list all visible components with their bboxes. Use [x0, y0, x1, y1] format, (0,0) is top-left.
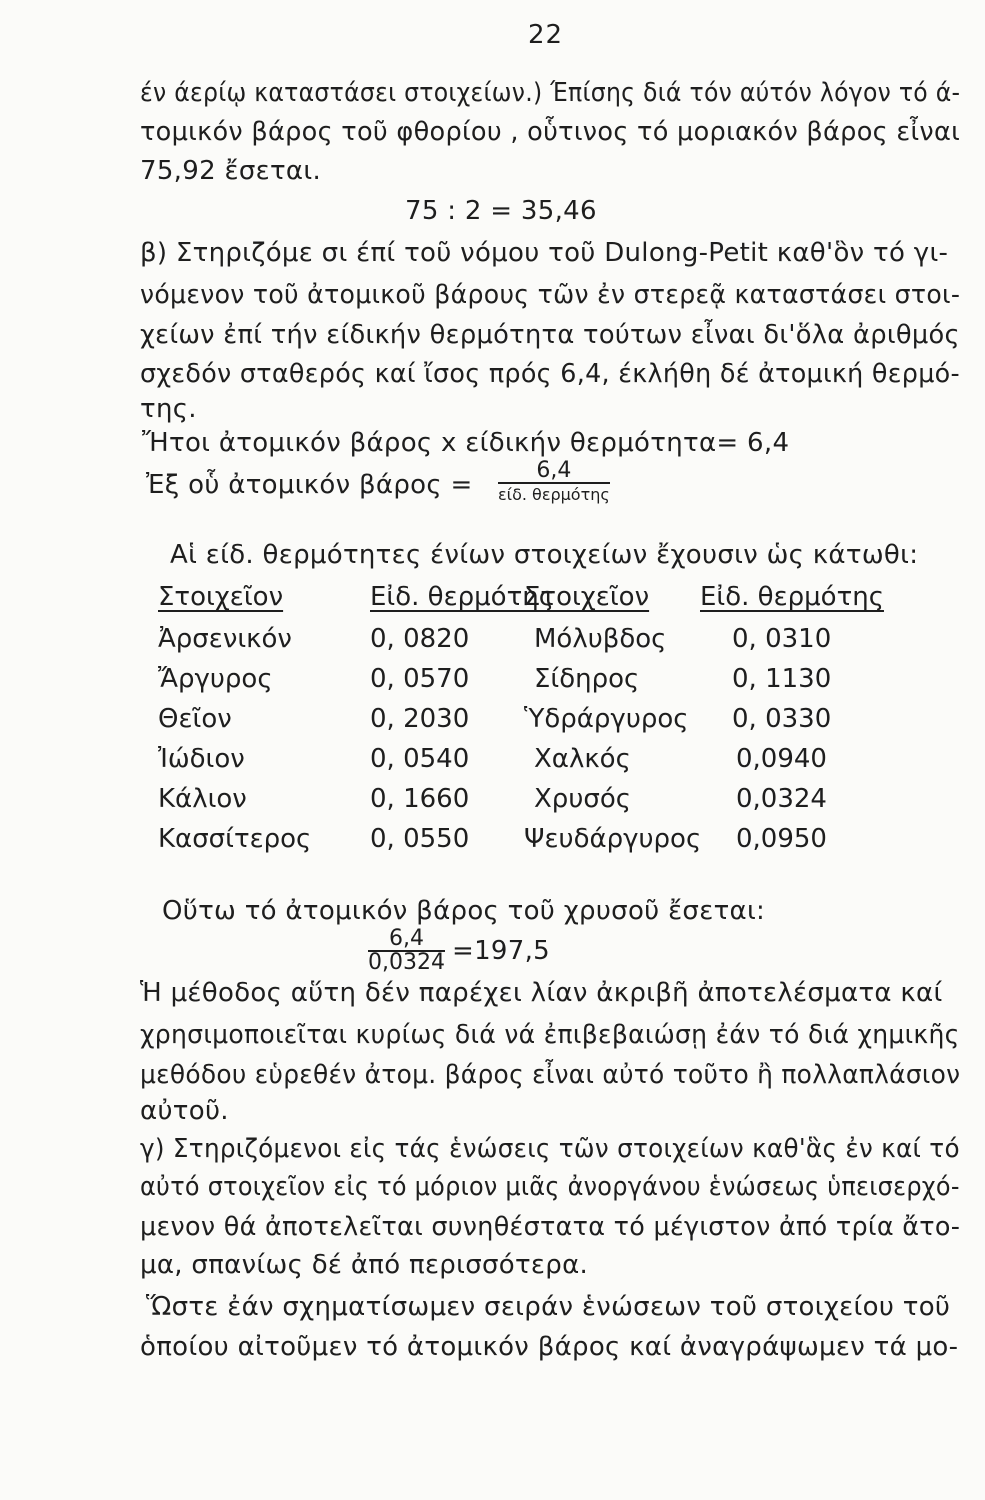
text-line: σχεδόν σταθερός καί ἴσος πρός 6,4, έκλήθη δέ ἀτομική θερμό-	[140, 359, 960, 389]
equation-line: 75 : 2 = 35,46	[405, 196, 597, 226]
text-line: χείων ἐπί τήν είδικήν θερμότητα τούτων εἶναι δι'ὅλα ἀριθμός	[140, 320, 960, 350]
table-header: Εἰδ. θερμότης	[700, 582, 884, 612]
page-number: 22	[528, 20, 564, 50]
fraction	[368, 928, 445, 974]
table-cell: Σίδηρος	[534, 664, 640, 694]
table-cell: Χρυσός	[534, 784, 632, 814]
text-line: β) Στηριζόμε σι έπί τοῦ νόμου τοῦ Dulong-Petit καθ'ὃν τό γι-	[140, 238, 949, 268]
text-line: μενον θά ἀποτελεῖται συνηθέστατα τό μέγιστον ἀπό τρία ἄτο-	[140, 1212, 961, 1242]
text-line: μα, σπανίως δέ ἀπό περισσότερα.	[140, 1250, 589, 1280]
text-line: της.	[140, 394, 197, 424]
table-cell: 0, 0550	[370, 824, 470, 854]
table-cell: 0,0324	[736, 784, 827, 814]
table-cell: 0, 0310	[732, 624, 832, 654]
table-intro: Αἱ είδ. θερμότητες ένίων στοιχείων ἔχουσιν ὡς κάτωθι:	[170, 540, 919, 570]
fraction-numerator: 6,4	[368, 928, 445, 952]
table-header: Στοιχεῖον	[524, 582, 650, 612]
text-line: Οὕτω τό ἀτομικόν βάρος τοῦ χρυσοῦ ἔσεται:	[162, 896, 766, 926]
table-cell: 0, 0820	[370, 624, 470, 654]
text-line: μεθόδου εὑρεθέν ἀτομ. βάρος εἶναι αὐτό τοῦτο ἢ πολλαπλάσιον	[140, 1060, 961, 1090]
table-cell: 0,0940	[736, 744, 827, 774]
table-cell: 0,0950	[736, 824, 827, 854]
table-cell: 0, 0540	[370, 744, 470, 774]
table-cell: Ἀρσενικόν	[158, 624, 292, 654]
text-line: Ἡ μέθοδος αὕτη δέν παρέχει λίαν ἀκριβῆ ἀποτελέσματα καί	[140, 978, 943, 1008]
fraction-result: =197,5	[452, 936, 551, 966]
table-cell: Κάλιον	[158, 784, 247, 814]
text-line: γ) Στηριζόμενοι εἰς τάς ἑνώσεις τῶν στοιχείων καθ'ἃς ἐν καί τό	[140, 1134, 960, 1164]
table-cell: Ἰώδιον	[158, 744, 245, 774]
text-line: νόμενον τοῦ ἀτομικοῦ βάρους τῶν ἐν στερεᾷ καταστάσει στοι-	[140, 280, 961, 310]
table-header: Στοιχεῖον	[158, 582, 284, 612]
fraction-denominator: είδ. θερμότης	[498, 485, 610, 504]
fraction-numerator: 6,4	[498, 460, 610, 484]
table-cell: Ὑδράργυρος	[524, 704, 689, 734]
table-cell: 0, 1660	[370, 784, 470, 814]
table-cell: Ἄργυρος	[158, 664, 273, 694]
text-line: αὐτοῦ.	[140, 1096, 229, 1126]
table-cell: 0, 2030	[370, 704, 470, 734]
text-line: τομικόν βάρος τοῦ φθορίου , οὗτινος τό μοριακόν βάρος εἶναι	[140, 117, 961, 147]
table-cell: Χαλκός	[534, 744, 631, 774]
table-cell: Θεῖον	[158, 704, 232, 734]
fraction-denominator: 0,0324	[368, 950, 445, 975]
text-line: χρησιμοποιεῖται κυρίως διά νά ἐπιβεβαιώσῃ ἐάν τό διά χημικῆς	[140, 1020, 960, 1050]
text-line: ὁποίου αἰτοῦμεν τό ἀτομικόν βάρος καί ἀναγράψωμεν τά μο-	[140, 1332, 959, 1362]
text-line: αὐτό στοιχεῖον εἰς τό μόριον μιᾶς ἀνοργάνου ἑνώσεως ὑπεισερχό-	[140, 1172, 960, 1202]
text-line: Ὥστε ἐάν σχηματίσωμεν σειράν ἑνώσεων τοῦ στοιχείου τοῦ	[146, 1292, 951, 1322]
table-cell: 0, 1130	[732, 664, 832, 694]
table-cell: Κασσίτερος	[158, 824, 312, 854]
table-header: Εἰδ. θερμότης	[370, 582, 554, 612]
table-cell: 0, 0570	[370, 664, 470, 694]
table-cell: Ψευδάργυρος	[524, 824, 702, 854]
formula-prefix: Ἐξ οὗ ἀτομικόν βάρος =	[146, 470, 473, 500]
text-line: 75,92 ἔσεται.	[140, 156, 322, 186]
text-line: έν άερίῳ καταστάσει στοιχείων.) Έπίσης διά τόν αύτόν λόγον τό ά-	[140, 78, 961, 108]
fraction	[498, 460, 610, 506]
table-cell: Μόλυβδος	[534, 624, 667, 654]
table-cell: 0, 0330	[732, 704, 832, 734]
formula-line: Ἤτοι ἀτομικόν βάρος x είδικήν θερμότητα= 6,4	[142, 428, 790, 458]
